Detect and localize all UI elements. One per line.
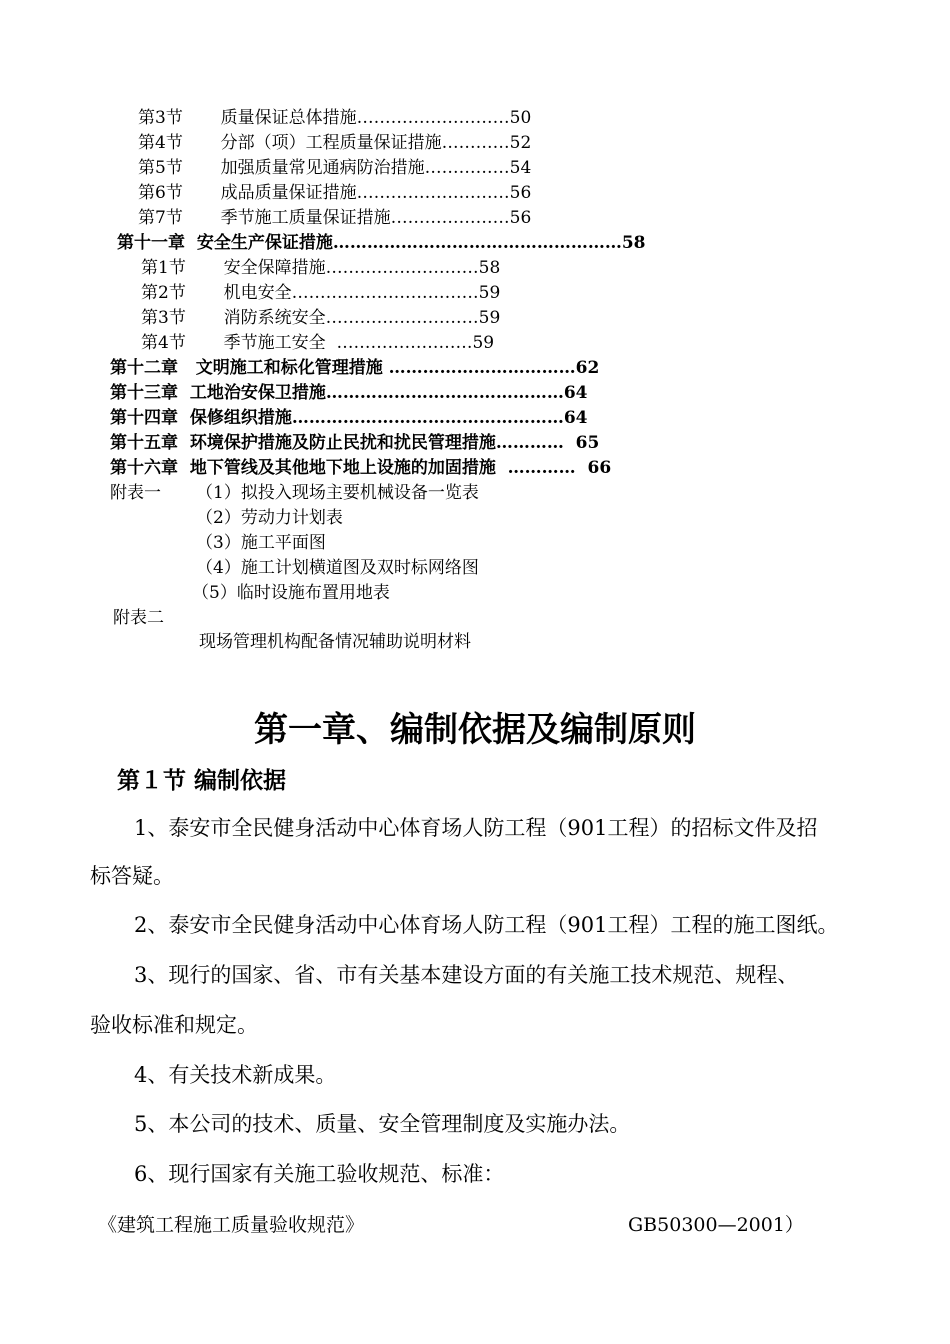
toc-entry: 第7节 季节施工质量保证措施…………………56 (138, 208, 532, 228)
body-paragraph: 标答疑。 (90, 864, 174, 888)
toc-entry: 第5节 加强质量常见通病防治措施……………54 (138, 158, 532, 178)
appendix-item: （4）施工计划横道图及双时标网络图 (196, 558, 479, 578)
toc-entry: 第6节 成品质量保证措施………………………56 (138, 183, 532, 203)
toc-chapter-entry: 第十一章 安全生产保证措施……………………………………………58 (117, 233, 646, 253)
toc-entry: 第4节 季节施工安全 ……………………59 (141, 333, 495, 353)
body-paragraph: 4、有关技术新成果。 (134, 1063, 337, 1087)
body-paragraph: 3、现行的国家、省、市有关基本建设方面的有关施工技术规范、规程、 (134, 963, 799, 987)
body-paragraph: 2、泰安市全民健身活动中心体育场人防工程（901工程）工程的施工图纸。 (134, 913, 839, 937)
toc-entry: 第4节 分部（项）工程质量保证措施…………52 (138, 133, 532, 153)
standard-name: 《建筑工程施工质量验收规范》 (98, 1214, 365, 1236)
standard-code: GB50300—2001） (628, 1214, 804, 1236)
body-paragraph: 5、本公司的技术、质量、安全管理制度及实施办法。 (134, 1112, 631, 1136)
toc-entry: 第2节 机电安全……………………………59 (141, 283, 501, 303)
toc-chapter-entry: 第十三章 工地治安保卫措施……………………………………64 (110, 383, 588, 403)
body-paragraph: 6、现行国家有关施工验收规范、标准： (134, 1162, 505, 1186)
toc-entry: 第3节 质量保证总体措施………………………50 (138, 108, 532, 128)
toc-entry: 第3节 消防系统安全………………………59 (141, 308, 501, 328)
toc-chapter-entry: 第十六章 地下管线及其他地下地上设施的加固措施 ………… 66 (110, 458, 612, 478)
toc-chapter-entry: 第十四章 保修组织措施…………………………………………64 (110, 408, 588, 428)
body-paragraph: 验收标准和规定。 (90, 1013, 258, 1037)
appendix-label: 附表一 (110, 483, 161, 503)
toc-chapter-entry: 第十五章 环境保护措施及防止民扰和扰民管理措施………… 65 (110, 433, 600, 453)
section-title: 第１节 编制依据 (117, 767, 287, 794)
appendix-item: （5）临时设施布置用地表 (192, 583, 390, 603)
toc-entry: 第1节 安全保障措施………………………58 (141, 258, 501, 278)
appendix-item: （3）施工平面图 (196, 533, 326, 553)
appendix-item: 现场管理机构配备情况辅助说明材料 (199, 632, 471, 652)
chapter-title: 第一章、编制依据及编制原则 (254, 710, 696, 750)
toc-chapter-entry: 第十二章 文明施工和标化管理措施 ……………………………62 (110, 358, 600, 378)
appendix-item: （2）劳动力计划表 (196, 508, 343, 528)
body-paragraph: 1、泰安市全民健身活动中心体育场人防工程（901工程）的招标文件及招 (134, 816, 818, 840)
appendix-item: （1）拟投入现场主要机械设备一览表 (196, 483, 479, 503)
appendix-label: 附表二 (113, 608, 164, 628)
